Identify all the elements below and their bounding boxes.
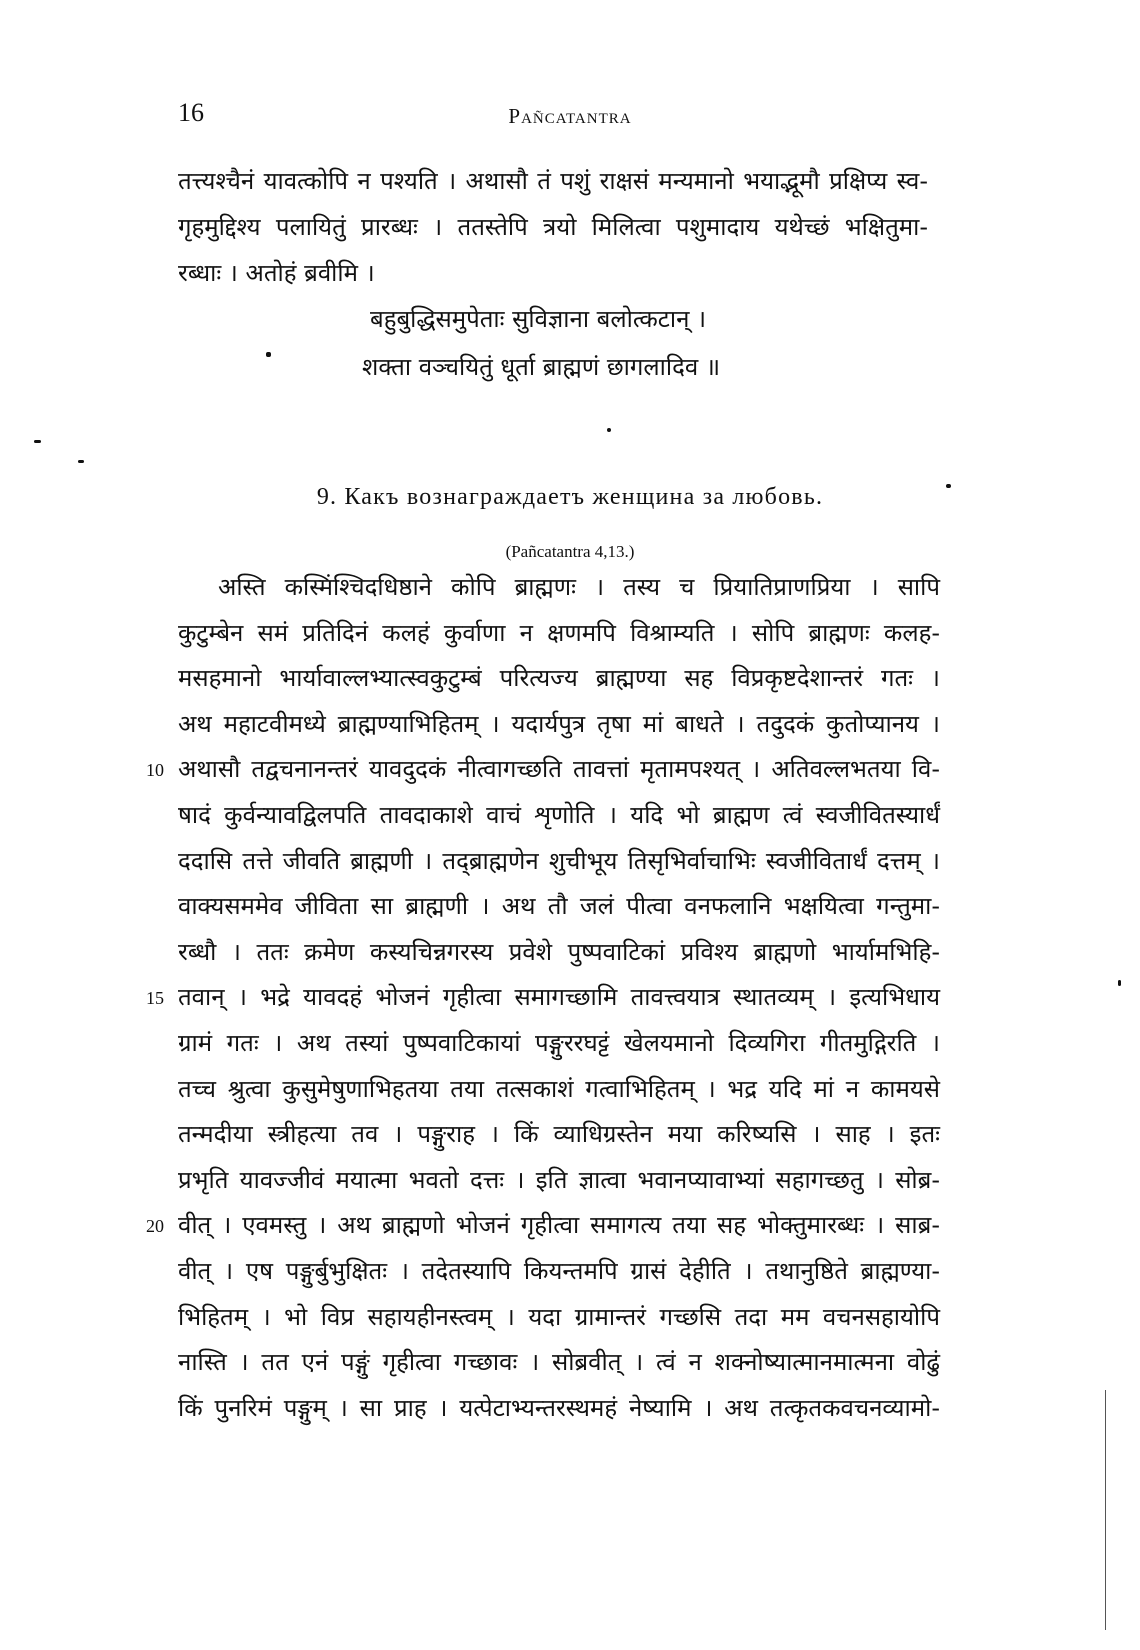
story-line: मसहमानो भार्यावाल्लभ्यात्स्वकुटुम्बं परित्यज्य ब्राह्मण्या सह विप्रकृष्टदेशान्तरं गतः । (178, 664, 940, 692)
scan-speck (1118, 980, 1121, 986)
story-line: वीत् । एवमस्तु । अथ ब्राह्मणो भोजनं गृहीत्वा समागत्य तया सह भोक्तुमारब्धः । साब्र- (178, 1211, 940, 1239)
story-line: किं पुनरिमं पङ्गुम् । सा प्राह । यत्पेटाभ्यन्तरस्थमहं नेष्यामि । अथ तत्कृतकवचनव्यामो- (178, 1394, 940, 1422)
story-line: नास्ति । तत एनं पङ्गुं गृहीत्वा गच्छावः । सोब्रवीत् । त्वं न शक्नोष्यात्मानमात्मना वोढुं (178, 1348, 940, 1376)
scan-speck (946, 484, 951, 488)
line-number: 15 (146, 988, 164, 1008)
story-title: 9. Какъ вознаграждаетъ женщина за любовь. (316, 484, 824, 510)
story-line: भिहितम् । भो विप्र सहायहीनस्त्वम् । यदा ग्रामान्तरं गच्छसि तदा मम वचनसहायोपि (178, 1303, 940, 1331)
story-line: प्रभृति यावज्जीवं मयात्मा भवतो दत्तः । इति ज्ञात्वा भवानप्यावाभ्यां सहागच्छतु । सोब्र- (178, 1166, 940, 1194)
paragraph-line: तत्त्यश्चैनं यावत्कोपि न पश्यति । अथासौ तं पशुं राक्षसं मन्यमानो भयाद्भूमौ प्रक्षिप्य स्व- (178, 167, 928, 195)
scan-speck (266, 352, 271, 357)
story-line: रब्धौ । ततः क्रमेण कस्यचिन्नगरस्य प्रवेशे पुष्पवाटिकां प्रविश्य ब्राह्मणो भार्यामभिहि- (178, 938, 940, 966)
margin-rule (1105, 1390, 1106, 1630)
story-line: कुटुम्बेन समं प्रतिदिनं कलहं कुर्वाणा न क्षणमपि विश्राम्यति । सोपि ब्राह्मणः कलह- (178, 619, 940, 647)
page-number: 16 (178, 98, 204, 127)
story-line: तच्च श्रुत्वा कुसुमेषुणाभिहतया तया तत्सकाशं गत्वाभिहितम् । भद्र यदि मां न कामयसे (178, 1075, 940, 1103)
scan-speck (78, 460, 84, 463)
running-head-text: Pañcatantra (508, 104, 632, 128)
scan-speck (607, 428, 611, 432)
story-line: वाक्यसममेव जीविता सा ब्राह्मणी । अथ तौ जलं पीत्वा वनफलानि भक्षयित्वा गन्तुमा- (178, 892, 940, 920)
story-line: अस्ति कस्मिंश्चिदधिष्ठाने कोपि ब्राह्मणः । तस्य च प्रियातिप्राणप्रिया । सापि (218, 573, 940, 601)
story-line: षादं कुर्वन्यावद्विलपति तावदाकाशे वाचं शृणोति । यदि भो ब्राह्मण त्वं स्वजीवितस्यार्धं (178, 801, 940, 829)
story-reference: (Pañcatantra 4,13.) (505, 542, 635, 561)
story-line: तन्मदीया स्त्रीहत्या तव । पङ्गुराह । किं व्याधिग्रस्तेन मया करिष्यसि । साह । इतः (178, 1120, 940, 1148)
verse-line: बहुबुद्धिसमुपेताः सुविज्ञाना बलोत्कटान् । (370, 305, 707, 333)
paragraph-line: रब्धाः । अतोहं ब्रवीमि । (178, 259, 375, 287)
verse-line: शक्ता वञ्चयितुं धूर्ता ब्राह्मणं छागलादिव ॥ (362, 353, 721, 381)
paragraph-line: गृहमुद्दिश्य पलायितुं प्रारब्धः । ततस्तेपि त्रयो मिलित्वा पशुमादाय यथेच्छं भक्षितुमा- (178, 213, 928, 241)
story-line: वीत् । एष पङ्गुर्बुभुक्षितः । तदेतस्यापि कियन्तमपि ग्रासं देहीति । तथानुष्ठिते ब्राह्मण्या- (178, 1257, 940, 1285)
line-number: 20 (146, 1216, 164, 1236)
scan-speck (34, 440, 41, 443)
story-line: तवान् । भद्रे यावदहं भोजनं गृहीत्वा समागच्छामि तावत्त्वयात्र स्थातव्यम् । इत्यभिधाय (178, 983, 940, 1011)
story-line: अथासौ तद्वचनानन्तरं यावदुदकं नीत्वागच्छति तावत्तां मृतामपश्यत् । अतिवल्लभतया वि- (178, 755, 940, 783)
running-head (0, 104, 1140, 129)
line-number: 10 (146, 760, 164, 780)
story-line: ग्रामं गतः । अथ तस्यां पुष्पवाटिकायां पङ्गुररघट्टं खेलयमानो दिव्यगिरा गीतमुद्गिरति । (178, 1029, 940, 1057)
story-line: ददासि तत्ते जीवति ब्राह्मणी । तद्ब्राह्मणेन शुचीभूय तिसृभिर्वाचाभिः स्वजीवितार्धं दत्तम् । (178, 847, 940, 875)
story-line: अथ महाटवीमध्ये ब्राह्मण्याभिहितम् । यदार्यपुत्र तृषा मां बाधते । तदुदकं कुतोप्यानय । (178, 710, 940, 738)
